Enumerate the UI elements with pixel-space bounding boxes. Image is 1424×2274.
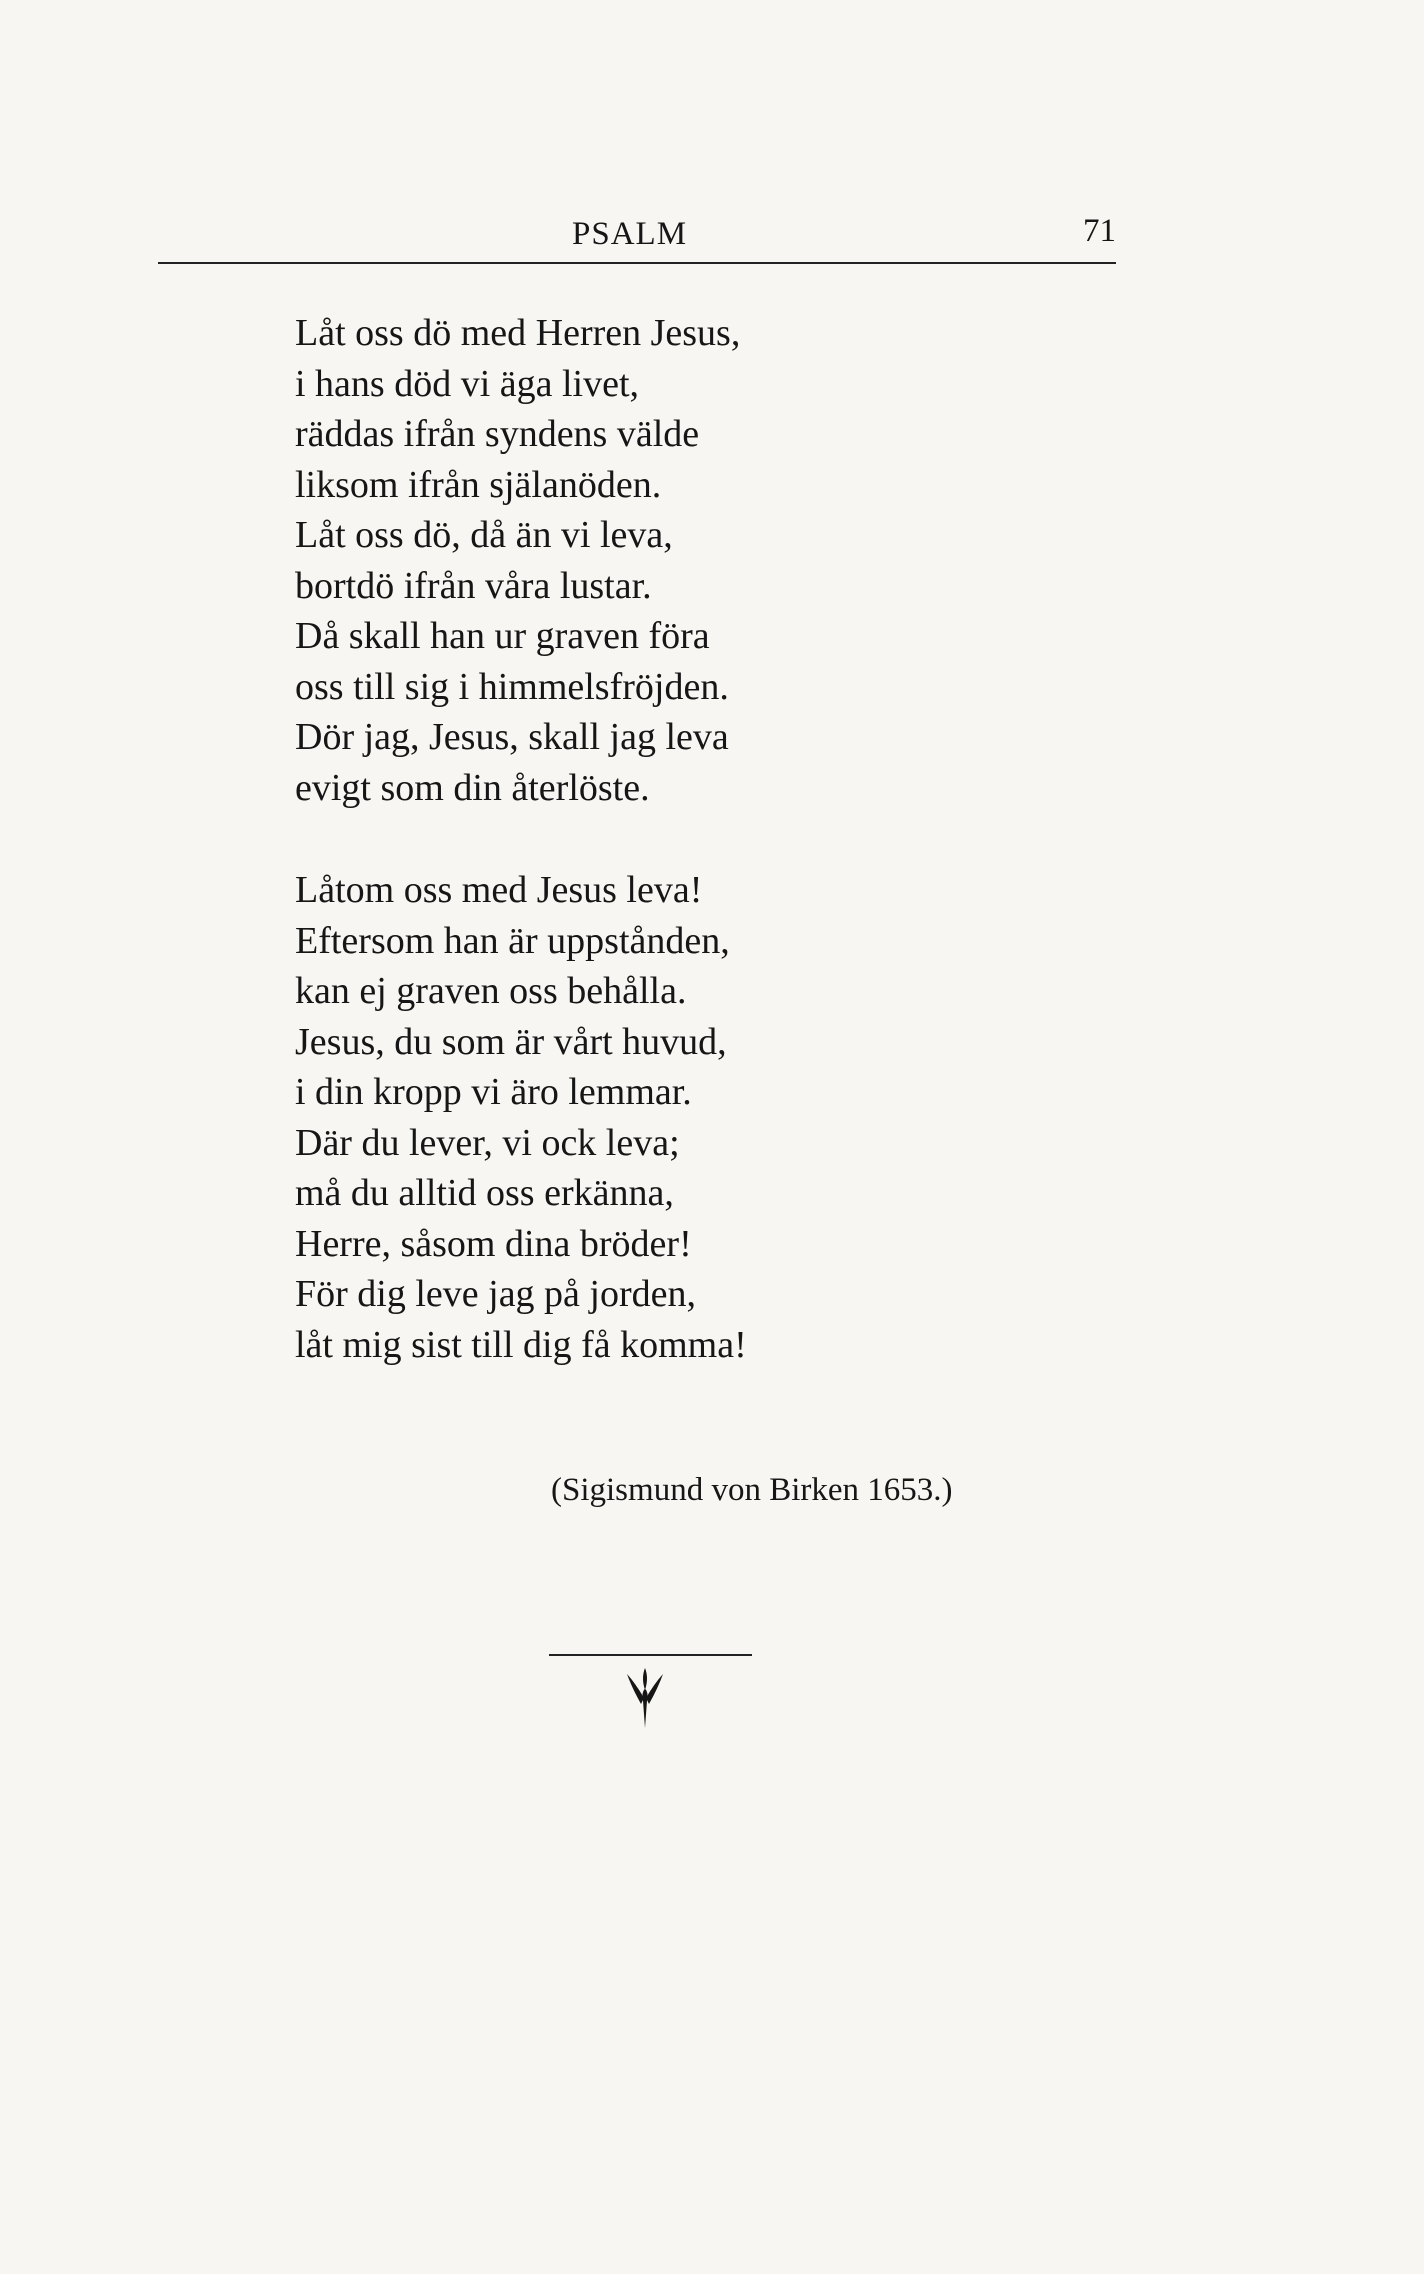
verse-line: Jesus, du som är vårt huvud,: [295, 1020, 727, 1063]
verse-line: räddas ifrån syndens välde: [295, 413, 700, 455]
verse-line: bortdö ifrån våra lustar.: [295, 564, 652, 607]
verse-line: För dig leve jag på jorden,: [295, 1273, 697, 1315]
verse-line: Låt oss dö med Herren Jesus,: [295, 312, 741, 354]
page-header: [158, 208, 1116, 264]
verse-line: Där du lever, vi ock leva;: [295, 1121, 680, 1164]
stanza-1: [295, 308, 1095, 813]
fleuron-ornament-icon: [615, 1664, 675, 1732]
verse-line: Låt oss dö, då än vi leva,: [295, 514, 673, 556]
stanza-2: [295, 865, 1095, 1370]
verse-line: i hans död vi äga livet,: [295, 362, 640, 405]
page-number: 71: [1083, 213, 1116, 249]
verse-line: kan ej graven oss behålla.: [295, 970, 687, 1012]
verse-line: oss till sig i himmelsfröjden.: [295, 665, 729, 708]
end-rule: [549, 1654, 752, 1656]
verse-line: i din kropp vi äro lemmar.: [295, 1071, 692, 1113]
header-rule: [158, 262, 1116, 264]
running-title: PSALM: [572, 216, 688, 252]
psalm-text: [295, 308, 1095, 1370]
verse-line: Låtom oss med Jesus leva!: [295, 869, 703, 911]
verse-line: evigt som din återlöste.: [295, 766, 650, 809]
verse-line: liksom ifrån själanöden.: [295, 463, 662, 506]
verse-line: må du alltid oss erkänna,: [295, 1172, 674, 1214]
verse-line: Dör jag, Jesus, skall jag leva: [295, 716, 729, 758]
verse-line: Då skall han ur graven föra: [295, 615, 710, 657]
verse-line: Herre, såsom dina bröder!: [295, 1222, 692, 1265]
verse-line: Eftersom han är uppstånden,: [295, 919, 730, 962]
attribution: (Sigismund von Birken 1653.): [551, 1472, 953, 1508]
verse-line: låt mig sist till dig få komma!: [295, 1323, 747, 1366]
